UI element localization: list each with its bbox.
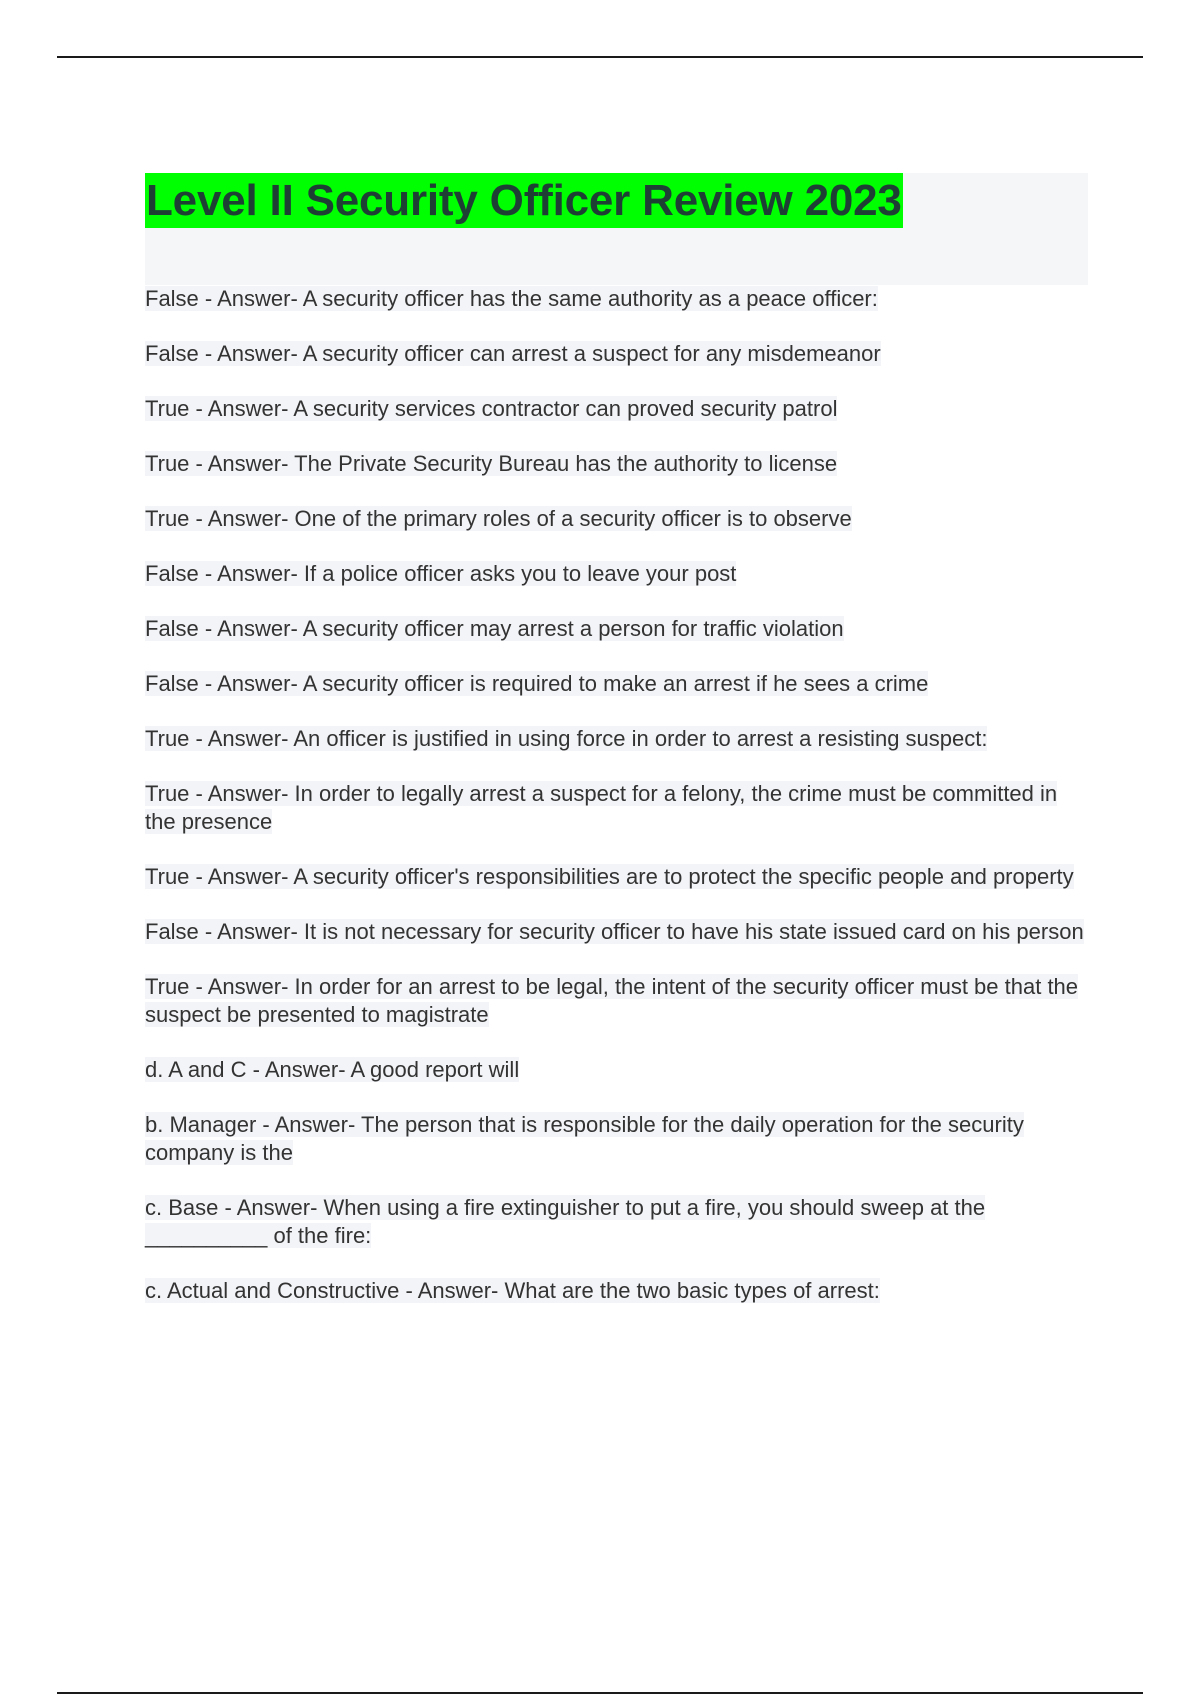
qa-item [145,285,1088,313]
qa-text: False - Answer- It is not necessary for security officer to have his state issued card on his person [145,919,1084,944]
qa-text: c. Actual and Constructive - Answer- What are the two basic types of arrest: [145,1278,880,1303]
bottom-rule [57,1692,1143,1694]
qa-item [145,780,1088,836]
qa-item [145,973,1088,1029]
qa-list [145,285,1088,1305]
qa-text: False - Answer- A security officer is required to make an arrest if he sees a crime [145,671,929,696]
qa-text: c. Base - Answer- When using a fire extinguisher to put a fire, you should sweep at the __________ of the fire: [145,1195,986,1248]
qa-item [145,918,1088,946]
title-block [145,173,1088,285]
qa-text: False - Answer- A security officer has the same authority as a peace officer: [145,286,878,311]
qa-item [145,1111,1088,1167]
qa-item [145,1194,1088,1250]
document-content [145,173,1088,1332]
qa-item [145,395,1088,423]
qa-item [145,340,1088,368]
qa-item [145,725,1088,753]
qa-item [145,670,1088,698]
qa-text: d. A and C - Answer- A good report will [145,1057,520,1082]
qa-item [145,1056,1088,1084]
qa-item [145,505,1088,533]
qa-text: True - Answer- An officer is justified in using force in order to arrest a resisting suspect: [145,726,988,751]
qa-item [145,863,1088,891]
qa-item [145,560,1088,588]
top-rule [57,56,1143,58]
qa-text: True - Answer- One of the primary roles of a security officer is to observe [145,506,852,531]
qa-text: True - Answer- In order to legally arrest a suspect for a felony, the crime must be committed in the presence [145,781,1058,834]
qa-text: True - Answer- The Private Security Bureau has the authority to license [145,451,838,476]
qa-item [145,615,1088,643]
qa-text: False - Answer- A security officer can arrest a suspect for any misdemeanor [145,341,881,366]
qa-item [145,450,1088,478]
qa-text: False - Answer- A security officer may arrest a person for traffic violation [145,616,844,641]
qa-text: True - Answer- A security officer's responsibilities are to protect the specific people and property [145,864,1074,889]
qa-text: False - Answer- If a police officer asks you to leave your post [145,561,737,586]
qa-item [145,1277,1088,1305]
qa-text: b. Manager - Answer- The person that is responsible for the daily operation for the security company is the [145,1112,1024,1165]
qa-text: True - Answer- A security services contractor can proved security patrol [145,396,838,421]
qa-text: True - Answer- In order for an arrest to be legal, the intent of the security officer must be that the suspect be presented to magistrate [145,974,1079,1027]
document-title: Level II Security Officer Review 2023 [145,173,903,228]
